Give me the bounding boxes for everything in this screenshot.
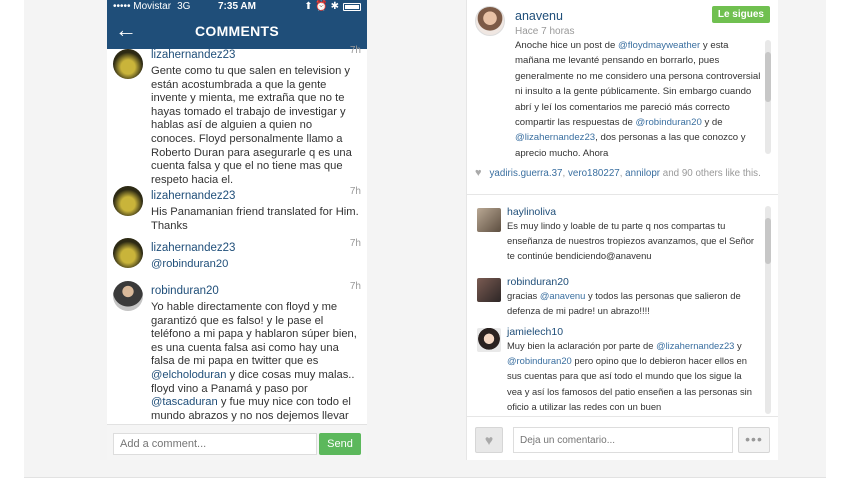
caption-mention[interactable]: @floydmayweather xyxy=(617,40,701,51)
avatar[interactable] xyxy=(477,328,501,352)
comment-item xyxy=(467,326,767,414)
likes-summary: ♥ yadiris.guerra.37, vero180227, annilopr and 90 others like this. xyxy=(475,167,761,179)
comment-item xyxy=(107,281,367,437)
like-heart-button[interactable]: ♥ xyxy=(475,427,503,453)
comment-time: 7h xyxy=(349,238,361,249)
page-title: COMMENTS xyxy=(194,23,280,39)
add-comment-input[interactable] xyxy=(113,433,317,455)
avatar[interactable] xyxy=(475,6,505,36)
avatar[interactable] xyxy=(113,238,143,268)
following-button[interactable]: Le sigues xyxy=(712,6,770,23)
caption-mention[interactable]: @lizahernandez23 xyxy=(515,132,596,144)
post-username[interactable]: anavenu xyxy=(515,9,563,23)
comment-mention[interactable]: @robinduran20 xyxy=(507,355,572,367)
comment-username[interactable]: lizahernandez23 xyxy=(151,242,236,254)
comment-item xyxy=(107,186,367,233)
carrier-label: ••••• Movistar xyxy=(113,1,172,12)
comment-text: Muy bien la aclaración por parte de @lizahernandez23 y @robinduran20 pero opino que lo debieron hacer ellos en sus cuentas para que así todo el mundo que los sigue la vea y así los famosos del patio enseñen a las personas sin oficio a utilizar las redes con un buen xyxy=(507,340,752,412)
comment-text: Gente como tu que salen en television y están acostumbrada a que la gente invente y mienta, me extraña que no te hayas tomado el trabajo de investigar y hablas así de alguien a quien no conoces. Floyd personalmente llamo a Roberto Duran para asegurarle q es una cuenta falsa y que el no tiene mas que respeto hacia el. xyxy=(151,65,352,186)
comment-username[interactable]: haylinoliva xyxy=(507,206,557,218)
network-label: 3G xyxy=(177,1,191,12)
comment-item xyxy=(107,45,367,187)
scrollbar-thumb[interactable] xyxy=(765,218,771,264)
caption-mention[interactable]: @robinduran20 xyxy=(635,117,702,129)
comment-mention[interactable]: @tascaduran xyxy=(151,396,218,409)
more-options-button[interactable]: ••• xyxy=(738,427,770,453)
mobile-comments-screen xyxy=(107,0,367,460)
desktop-post-panel xyxy=(466,0,778,460)
comment-username[interactable]: robinduran20 xyxy=(151,285,219,297)
post-header xyxy=(467,0,778,40)
avatar[interactable] xyxy=(113,49,143,79)
heart-icon: ♥ xyxy=(475,167,482,179)
comment-username[interactable]: robinduran20 xyxy=(507,276,569,288)
post-comments-list[interactable] xyxy=(467,206,767,416)
nav-bar xyxy=(107,13,367,49)
comment-item xyxy=(467,206,767,264)
comment-time: 7h xyxy=(349,45,361,56)
status-icons: ⬆ ⏰ ✱ xyxy=(304,1,339,12)
clock: 7:35 AM xyxy=(218,1,256,12)
send-button[interactable]: Send xyxy=(319,433,361,455)
add-comment-bar xyxy=(107,424,367,460)
avatar[interactable] xyxy=(113,281,143,311)
comment-text: Es muy lindo y loable de tu parte q nos compartas tu enseñanza de nuestros tropiezos avanzamos, que el Señor te continúe bendiciendo@anavenu xyxy=(507,220,755,262)
comment-mention[interactable]: @elcholoduran xyxy=(151,368,227,381)
comment-username[interactable]: lizahernandez23 xyxy=(151,190,236,202)
comment-username[interactable]: jamielech10 xyxy=(507,326,564,338)
like-user[interactable]: vero180227 xyxy=(567,168,620,179)
post-caption: Anoche hice un post de @floydmayweather y esta mañana me levanté pensando en borrarlo, pues generalmente no me considero una persona controversial ni insulto a la gente públicamente. Sin embargo cuando abrí y leí los comentarios me pareció más correcto compartir las respuestas de @robinduran20 y de @lizahernandez23, dos personas a las que conozco y aprecio mucho. Ahora xyxy=(515,40,761,159)
comment-input[interactable] xyxy=(513,427,733,453)
status-bar xyxy=(107,0,367,13)
scrollbar-thumb[interactable] xyxy=(765,52,771,102)
comment-time: 7h xyxy=(349,281,361,292)
comment-text: gracias @anavenu y todos las personas que salieron de defenza de mi padre! un abrazo!!!! xyxy=(507,290,741,317)
comments-list[interactable] xyxy=(107,45,367,424)
caption-scrollbar[interactable] xyxy=(765,40,771,154)
comment-username[interactable]: lizahernandez23 xyxy=(151,49,236,61)
comment-item xyxy=(467,276,767,318)
avatar[interactable] xyxy=(477,278,501,302)
avatar[interactable] xyxy=(113,186,143,216)
comment-mention[interactable]: @robinduran20 xyxy=(151,258,229,270)
comments-scrollbar[interactable] xyxy=(765,206,771,414)
comment-mention[interactable]: @lizahernandez23 xyxy=(656,340,735,351)
comment-text: His Panamanian friend translated for Him. Thanks xyxy=(151,206,359,232)
comment-bar xyxy=(467,416,778,460)
comment-item xyxy=(107,238,367,272)
comment-time: 7h xyxy=(349,186,361,197)
like-user[interactable]: yadiris.guerra.37 xyxy=(489,168,563,179)
back-arrow-icon[interactable]: ← xyxy=(115,17,137,42)
comment-mention[interactable]: @anavenu xyxy=(539,290,586,301)
like-user[interactable]: annilopr xyxy=(625,168,661,179)
divider xyxy=(467,194,778,195)
avatar[interactable] xyxy=(477,208,501,232)
post-time: Hace 7 horas xyxy=(515,26,575,37)
comment-text: Yo hable directamente con floyd y me garantizó que es falso! y le pase el teléfono a mi papa y hablaron súper bien, es una cuenta falsa asi como hay una falsa de mi papa en twitter que es @elcholoduran y dice cosas muy malas.. floyd vino a Panamá y paso por @tascaduran y fue muy nice con todo el mundo abrazos y no nos dejemos llevar xyxy=(151,301,357,422)
